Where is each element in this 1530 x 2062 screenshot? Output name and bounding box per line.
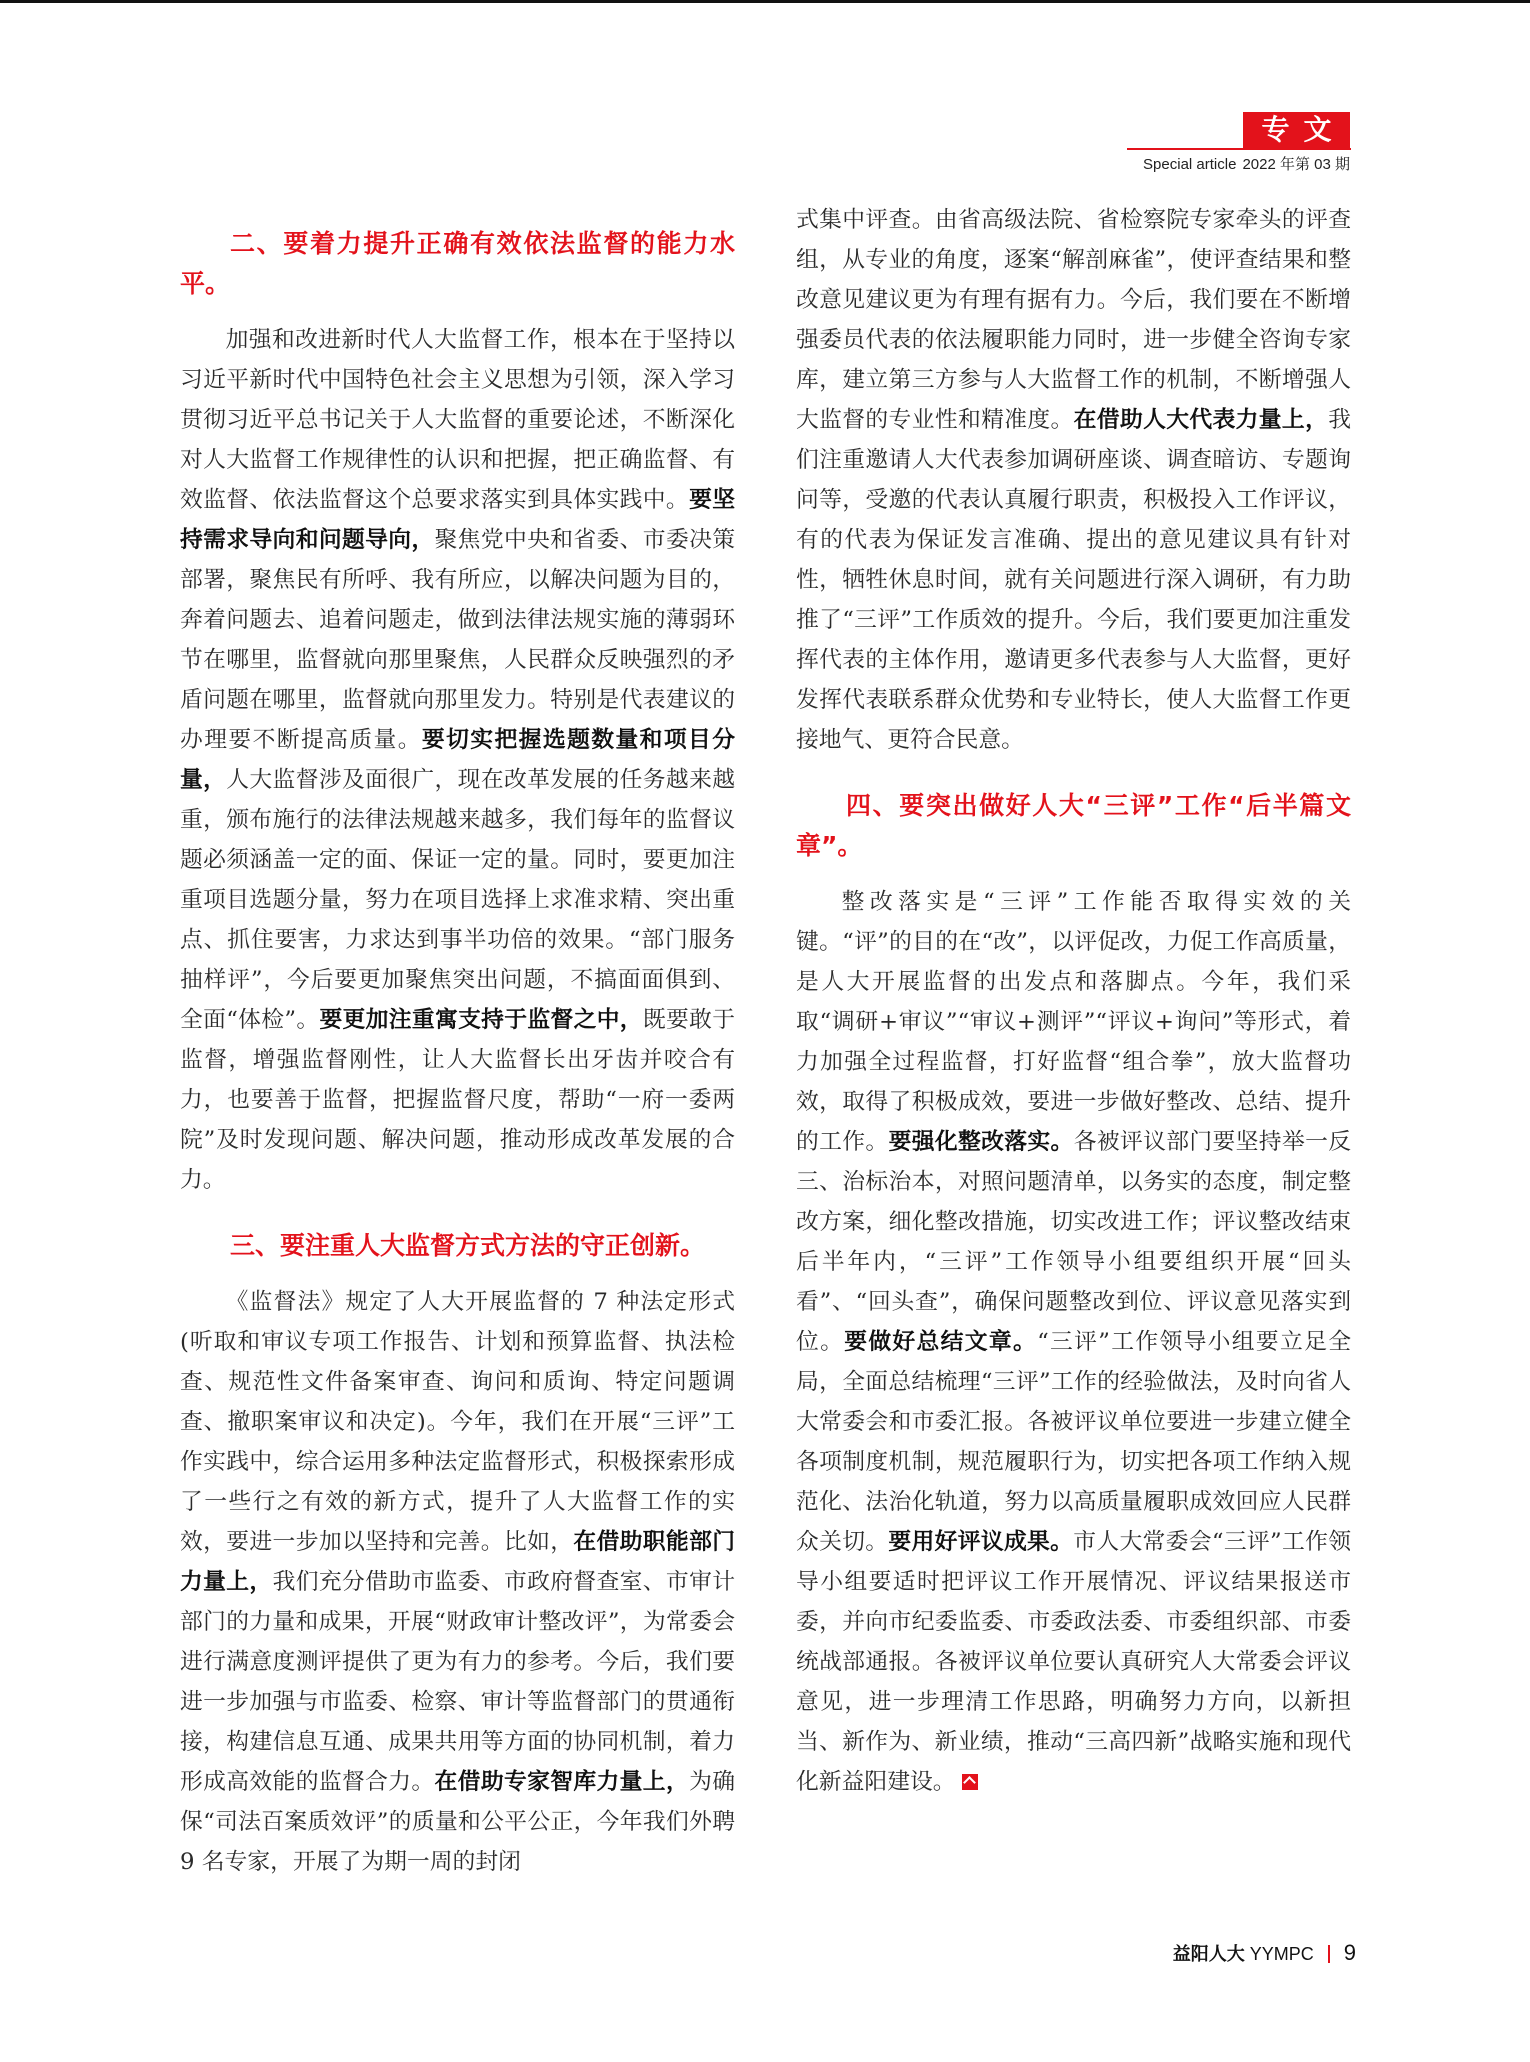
section-heading-4: 四、要突出做好人大“三评”工作“后半篇文章”。 [796,791,1351,860]
footer-brand: 益阳人大 [1172,1944,1245,1964]
emphasis-run: 要强化整改落实。 [888,1129,1074,1155]
emphasis-run: 要更加注重寓支持于监督之中， [319,1007,643,1033]
text-run: 整改落实是“三评”工作能否取得实效的关键。“评”的目的在“改”，以评促改，力促工作高质量，是人大开展监督的出发点和落脚点。今年，我们采取“调研+审议”“审议+测评”“评议+询问”等形式，着力加强全过程监督，打好监督“组合拳”，放大监督功效，取得了积极成效，要进一步做好整改、总结、提升的工作。 [796,889,1351,1155]
body-paragraph [180,320,735,1200]
section-badge-rule [1127,148,1351,150]
emphasis-run: 要切实把握选题数量和项目分量， [180,727,736,793]
text-run: 加强和改进新时代人大监督工作，根本在于坚持以习近平新时代中国特色社会主义思想为引领，深入学习贯彻习近平总书记关于人大监督的重要论述，不断深化对人大监督工作规律性的认识和把握，把正确监督、有效监督、依法监督这个总要求落实到具体实践中。 [180,327,735,513]
section-heading-3: 三、要注重人大监督方式方法的守正创新。 [230,1231,706,1260]
emphasis-run: 在借助职能部门力量上， [180,1529,736,1595]
page-number: 9 [1343,1940,1356,1965]
text-run: 我们注重邀请人大代表参加调研座谈、调查暗访、专题询问等，受邀的代表认真履行职责，积极投入工作评议，有的代表为保证发言准确、提出的意见建议具有针对性，牺牲休息时间，就有关问题进行深入调研，有力助推了“三评”工作质效的提升。今后，我们要更加注重发挥代表的主体作用，邀请更多代表参与人大监督，更好发挥代表联系群众优势和专业特长，使人大监督工作更接地气、更符合民意。 [796,407,1352,753]
right-column [796,200,1351,1802]
text-run: 《监督法》规定了人大开展监督的 7 种法定形式(听取和审议专项工作报告、计划和预算监督、执法检查、规范性文件备案审查、询问和质询、特定问题调查、撤职案审议和决定)。今年，我们在开展“三评”工作实践中，综合运用多种法定监督形式，积极探索形成了一些行之有效的新方式，提升了人大监督工作的实效，要进一步加以坚持和完善。比如， [180,1289,735,1555]
footer-brand-en: YYMPC [1249,1944,1314,1964]
emphasis-run: 要用好评议成果。 [888,1529,1074,1555]
emphasis-run: 要做好总结文章。 [844,1329,1038,1355]
text-run: “三评”工作领导小组要立足全局，全面总结梳理“三评”工作的经验做法，及时向省人大常委会和市委汇报。各被评议单位要进一步建立健全各项制度机制，规范履职行为，切实把各项工作纳入规范化、法治化轨道，努力以高质量履职成效回应人民群众关切。 [796,1329,1352,1555]
left-column [180,200,735,1882]
body-paragraph [796,882,1351,1802]
section-badge: 专文 [1243,112,1350,148]
body-paragraph [180,1282,735,1882]
section-heading-2: 二、要着力提升正确有效依法监督的能力水平。 [180,229,735,298]
english-section-label: Special article [1143,156,1237,173]
text-run: 式集中评查。由省高级法院、省检察院专家牵头的评查组，从专业的角度，逐案“解剖麻雀”，使评查结果和整改意见建议更为有理有据有力。今后，我们要在不断增强委员代表的依法履职能力同时，进一步健全咨询专家库，建立第三方参与人大监督工作的机制，不断增强人大监督的专业性和精准度。 [796,207,1351,433]
top-rule [0,0,1530,3]
text-run: 我们充分借助市监委、市政府督查室、市审计部门的力量和成果，开展“财政审计整改评”，为常委会进行满意度测评提供了更为有力的参考。今后，我们要进一步加强与市监委、检察、审计等监督部门的贯通衔接，构建信息互通、成果共用等方面的协同机制，着力形成高效能的监督合力。 [180,1569,736,1795]
text-run: 各被评议部门要坚持举一反三、治标治本，对照问题清单，以务实的态度，制定整改方案，细化整改措施，切实改进工作；评议整改结束后半年内，“三评”工作领导小组要组织开展“回头看”、“回头查”，确保问题整改到位、评议意见落实到位。 [796,1129,1352,1355]
text-run: 人大监督涉及面很广，现在改革发展的任务越来越重，颁布施行的法律法规越来越多，我们每年的监督议题必须涵盖一定的面、保证一定的量。同时，要更加注重项目选题分量，努力在项目选择上求准求精、突出重点、抓住要害，力求达到事半功倍的效果。“部门服务抽样评”，今后要更加聚焦突出问题，不搞面面俱到、全面“体检”。 [180,767,736,1033]
emphasis-run: 在借助专家智库力量上， [434,1769,690,1795]
text-run: 聚焦党中央和省委、市委决策部署，聚焦民有所呼、我有所应，以解决问题为目的，奔着问题去、追着问题走，做到法律法规实施的薄弱环节在哪里，监督就向那里聚焦，人民群众反映强烈的矛盾问题在哪里，监督就向那里发力。特别是代表建议的办理要不断提高质量。 [180,527,736,753]
text-run: 市人大常委会“三评”工作领导小组要适时把评议工作开展情况、评议结果报送市委，并向市纪委监委、市委政法委、市委组织部、市委统战部通报。各被评议单位要认真研究人大常委会评议意见，进一步理清工作思路，明确努力方向，以新担当、新作为、新业绩，推动“三高四新”战略实施和现代化新益阳建设。 [796,1529,1352,1795]
emphasis-run: 要坚持需求导向和问题导向， [180,487,736,553]
text-run: 既要敢于监督，增强监督刚性，让人大监督长出牙齿并咬合有力，也要善于监督，把握监督尺度，帮助“一府一委两院”及时发现问题、解决问题，推动形成改革发展的合力。 [180,1007,736,1193]
text-run: 为确保“司法百案质效评”的质量和公平公正，今年我们外聘 9 名专家，开展了为期一周的封闭 [180,1769,736,1875]
page-footer [1173,1940,1356,1966]
issue-number: 2022 年第 03 期 [1242,156,1350,173]
body-paragraph-continued [796,200,1351,760]
footer-divider [1328,1945,1330,1963]
up-caret-end-icon [962,1774,978,1790]
issue-line [1143,153,1350,174]
emphasis-run: 在借助人大代表力量上， [1073,407,1329,433]
